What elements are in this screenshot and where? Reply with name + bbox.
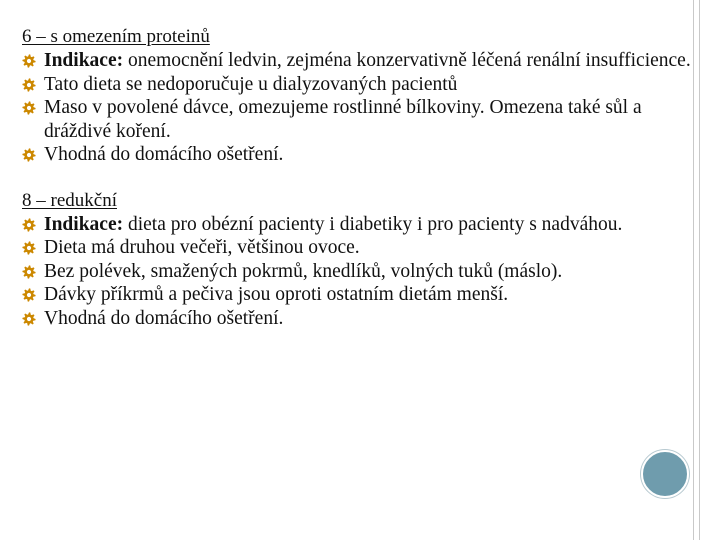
item-text: Tato dieta se nedoporučuje u dialyzovaných pacientů: [44, 73, 458, 95]
list-item: [22, 236, 692, 260]
item-text: Vhodná do domácího ošetření.: [44, 307, 284, 329]
item-text: dieta pro obézní pacienty i diabetiky i pro pacienty s nadváhou.: [123, 213, 623, 235]
item-text: Vhodná do domácího ošetření.: [44, 144, 284, 165]
list-item: [22, 49, 692, 73]
section-heading: 6 – s omezením proteinů: [22, 26, 210, 47]
list-item: [22, 73, 692, 97]
section-heading: 8 – redukční: [22, 189, 117, 211]
gear-bullet-icon: [22, 54, 36, 68]
list-item: [22, 260, 692, 284]
item-text: Bez polévek, smažených pokrmů, knedlíků, volných tuků (máslo).: [44, 260, 563, 282]
list-item: [22, 96, 692, 143]
list-item: [22, 213, 692, 237]
item-text: onemocnění ledvin, zejména konzervativně léčená renální insufficience.: [123, 50, 691, 71]
bullet-list: [22, 49, 692, 167]
list-item: [22, 307, 692, 331]
list-item: [22, 283, 692, 307]
bullet-list: [22, 213, 692, 331]
item-lead: Indikace:: [44, 50, 124, 71]
item-text: Dávky příkrmů a pečiva jsou oproti ostatním dietám menší.: [44, 284, 509, 305]
item-lead: Indikace:: [44, 213, 124, 235]
decorative-circle: [641, 450, 689, 498]
list-item: [22, 143, 692, 167]
item-text: Maso v povolené dávce, omezujeme rostlinné bílkoviny. Omezena také sůl a dráždivé koření.: [44, 97, 642, 142]
gear-bullet-icon: [22, 218, 36, 232]
section-reduction: [22, 189, 692, 331]
gear-bullet-icon: [22, 148, 36, 162]
right-border-line: [693, 0, 694, 540]
section-protein-limited: [22, 25, 692, 167]
gear-bullet-icon: [22, 265, 36, 279]
gear-bullet-icon: [22, 78, 36, 92]
gear-bullet-icon: [22, 288, 36, 302]
gear-bullet-icon: [22, 101, 36, 115]
slide-content: [22, 25, 692, 330]
right-border-line-outer: [699, 0, 700, 540]
gear-bullet-icon: [22, 241, 36, 255]
gear-bullet-icon: [22, 312, 36, 326]
item-text: Dieta má druhou večeři, většinou ovoce.: [44, 237, 360, 258]
